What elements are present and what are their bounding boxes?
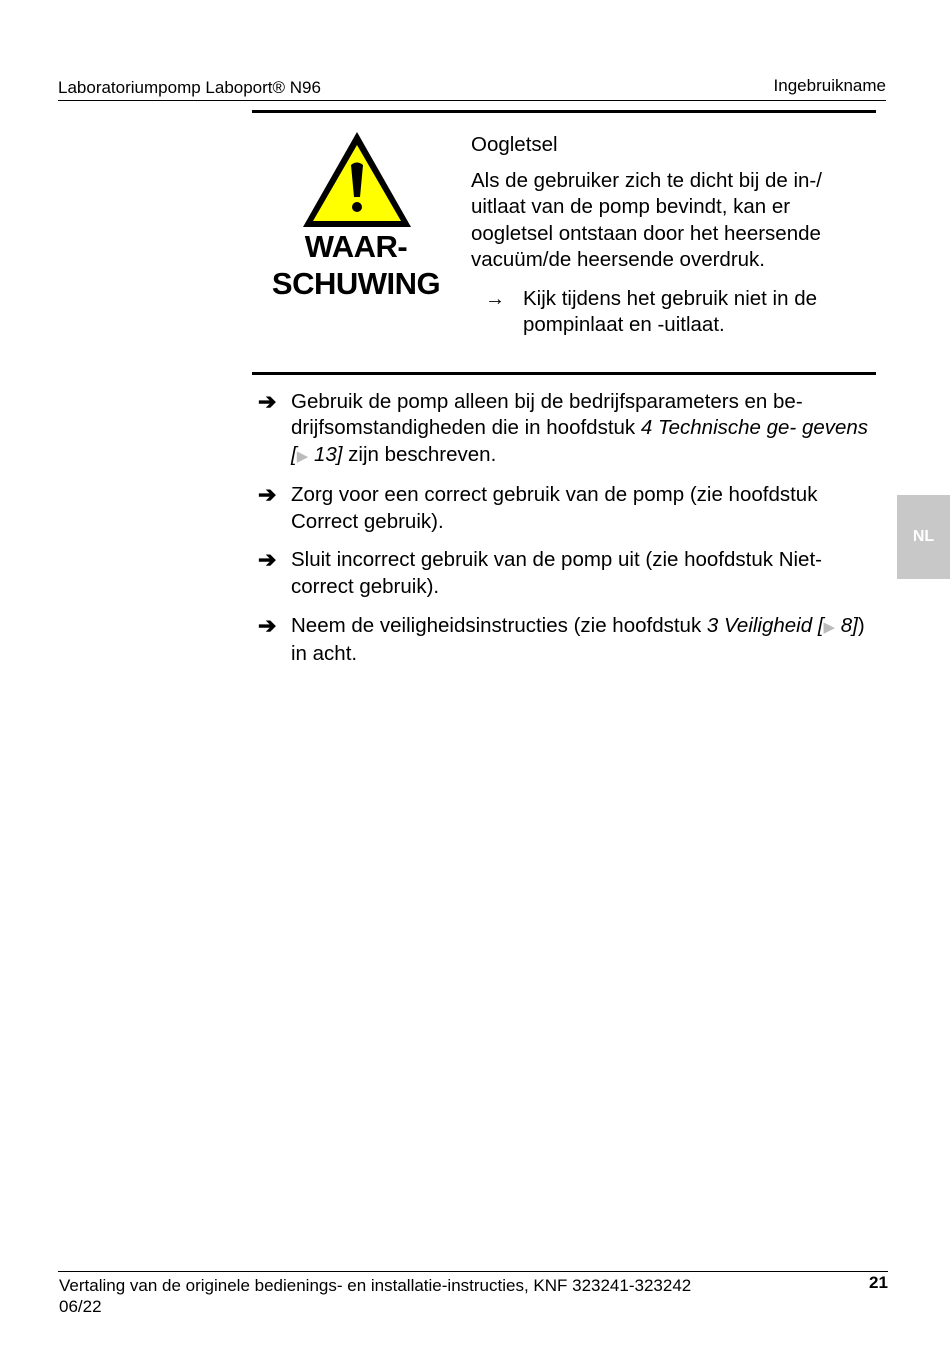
footer-line2: 06/22 <box>59 1297 102 1316</box>
warning-label-line1: WAAR- <box>304 229 408 264</box>
warning-triangle-icon <box>301 130 413 230</box>
page-number: 21 <box>869 1273 888 1292</box>
warning-label-line2: SCHUWING <box>271 266 441 301</box>
bullet-text: Neem de veiligheidsinstructies (zie hoofdstuk <box>291 613 707 637</box>
warning-step <box>471 286 871 339</box>
chapter-link[interactable]: 3 Veiligheid [▶ 8] <box>706 613 858 637</box>
page-ref-arrow-icon: ▶ <box>823 618 836 636</box>
page-ref-arrow-icon: ▶ <box>296 447 309 465</box>
instruction-list <box>258 389 878 680</box>
arrow-right-icon: → <box>485 287 505 310</box>
warning-description: Als de gebruiker zich te dicht bij de in-/ uitlaat van de pomp bevindt, kan er oogletsel ontstaan door het heersende vacuüm/de heersende overdruk. <box>471 168 822 271</box>
arrow-right-icon: ➔ <box>258 612 277 638</box>
language-tab: NL <box>897 495 950 579</box>
list-item: ➔ Gebruik de pomp alleen bij de bedrijfsparameters en be- drijfsomstandigheden die in hoofdstuk 4 Technische ge- gevens [▶ 13] zijn beschreven. <box>258 389 869 466</box>
footer-text <box>59 1275 691 1317</box>
header-divider <box>58 100 886 101</box>
warning-top-rule <box>252 110 876 113</box>
warning-label <box>258 228 454 302</box>
list-item <box>258 547 878 600</box>
chapter-link[interactable]: 4 Technische ge- gevens [▶ 13] <box>291 416 869 466</box>
footer-line1: Vertaling van de originele bedienings- en installatie-instructies, KNF 323241-323242 <box>59 1276 692 1295</box>
warning-step-text: Kijk tijdens het gebruik niet in de pompinlaat en -uitlaat. <box>523 286 818 336</box>
header-title: Laboratoriumpomp Laboport® N96 <box>58 78 321 97</box>
bullet-text: Gebruik de pomp alleen bij de bedrijfsparameters en be- drijfsomstandigheden die in hoofdstuk <box>291 390 803 440</box>
bullet-text: Zorg voor een correct gebruik van de pomp (zie hoofdstuk Correct gebruik). <box>291 483 818 533</box>
footer-divider <box>58 1271 888 1272</box>
bullet-text: Sluit incorrect gebruik van de pomp uit (zie hoofdstuk Niet-correct gebruik). <box>291 548 822 598</box>
header-section: Ingebruikname <box>773 76 886 95</box>
arrow-right-icon: ➔ <box>258 389 277 414</box>
list-item <box>258 482 878 535</box>
list-item: ➔ Neem de veiligheidsinstructies (zie hoofdstuk 3 Veiligheid [▶ 8]) in acht. <box>258 612 865 665</box>
warning-content <box>471 132 871 339</box>
arrow-right-icon: ➔ <box>258 547 277 573</box>
arrow-right-icon: ➔ <box>258 482 277 508</box>
warning-bottom-rule <box>252 372 876 375</box>
warning-title: Oogletsel <box>471 133 558 156</box>
